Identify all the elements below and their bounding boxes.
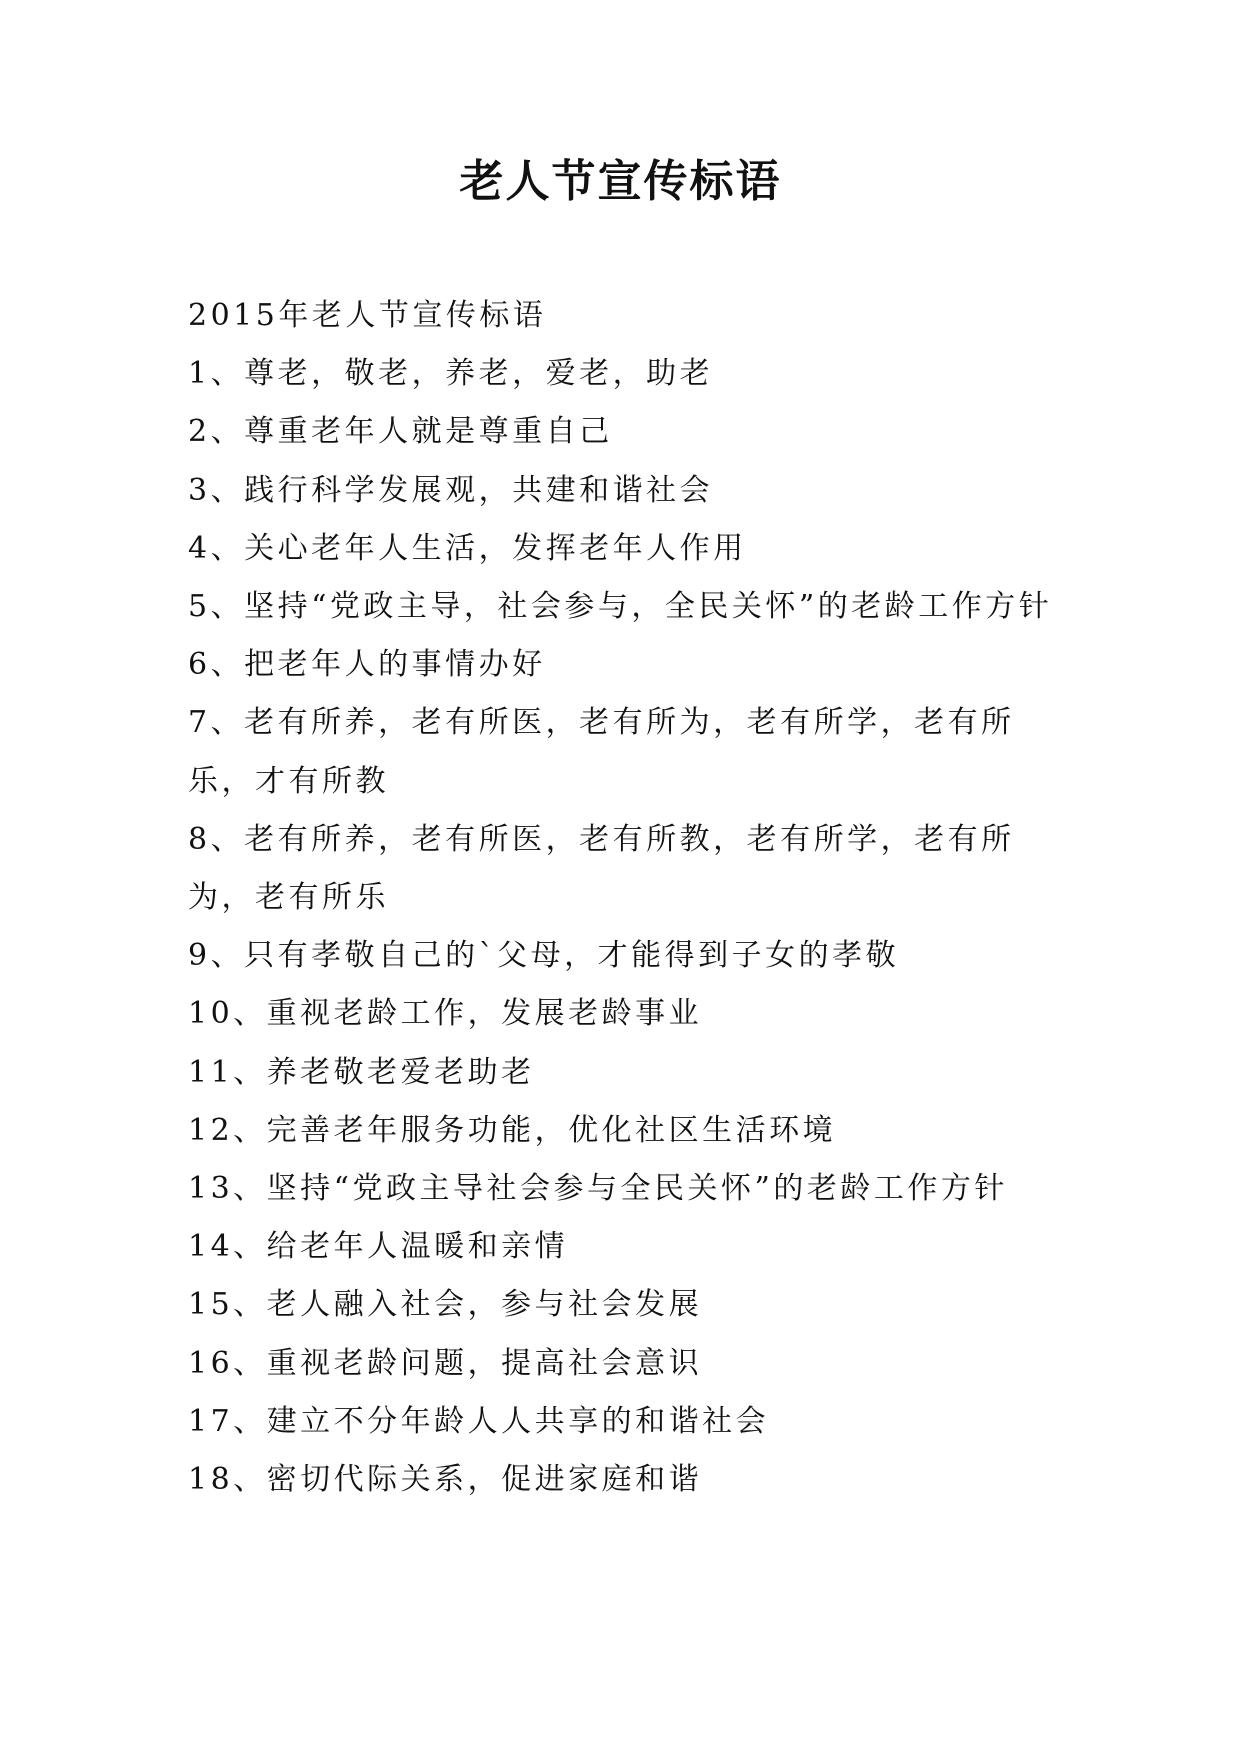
- slogan-item: 11、养老敬老爱老助老: [188, 1054, 535, 1090]
- slogan-item: 14、给老年人温暖和亲情: [188, 1229, 569, 1265]
- slogan-item: 6、把老年人的事情办好: [188, 647, 546, 683]
- slogan-item: 18、密切代际关系，促进家庭和谐: [188, 1462, 703, 1498]
- slogan-item: 10、重视老龄工作，发展老龄事业: [188, 996, 703, 1032]
- slogan-item: 1、尊老，敬老，养老，爱老，助老: [188, 356, 714, 392]
- slogan-item: 9、只有孝敬自己的`父母，才能得到子女的孝敬: [188, 938, 900, 974]
- slogan-item: 15、老人融入社会，参与社会发展: [188, 1287, 703, 1323]
- slogan-item: 5、坚持“党政主导，社会参与，全民关怀”的老龄工作方针: [188, 589, 1053, 625]
- slogan-item: 7、老有所养，老有所医，老有所为，老有所学，老有所乐，才有所教: [188, 705, 1015, 799]
- document-title: 老人节宣传标语: [459, 156, 782, 207]
- slogan-item: 2、尊重老年人就是尊重自己: [188, 414, 613, 450]
- slogan-item: 12、完善老年服务功能，优化社区生活环境: [188, 1112, 837, 1148]
- slogan-list: [188, 287, 1078, 1509]
- slogan-item: 16、重视老龄问题，提高社会意识: [188, 1345, 703, 1381]
- slogan-item: 4、关心老年人生活，发挥老年人作用: [188, 530, 747, 566]
- slogan-item: 8、老有所养，老有所医，老有所教，老有所学，老有所为，老有所乐: [188, 821, 1015, 916]
- slogan-item: 13、坚持“党政主导社会参与全民关怀”的老龄工作方针: [188, 1171, 1008, 1207]
- slogan-item: 17、建立不分年龄人人共享的和谐社会: [188, 1403, 770, 1439]
- document-subtitle: 2015年老人节宣传标语: [188, 298, 547, 333]
- slogan-item: 3、践行科学发展观，共建和谐社会: [188, 472, 714, 508]
